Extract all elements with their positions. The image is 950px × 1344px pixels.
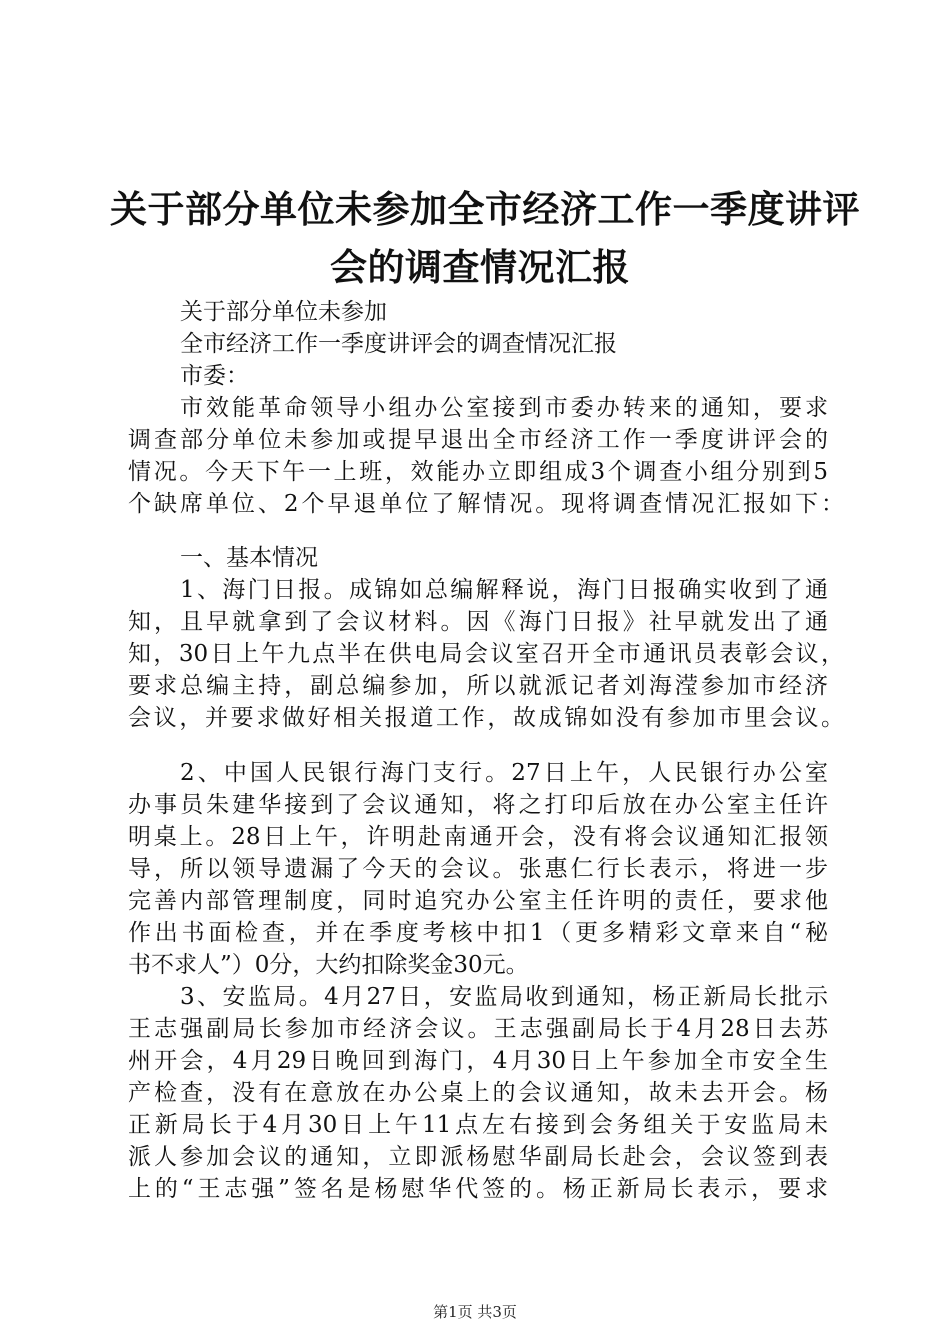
paragraph-line: 要求总编主持，副总编参加，所以就派记者刘海滢参加市经济 [128, 673, 828, 699]
paragraph-line: 派人参加会议的通知，立即派杨慰华副局长赴会，会议签到表 [128, 1144, 828, 1170]
paragraph-line: 知，且早就拿到了会议材料。因《海门日报》社早就发出了通 [128, 609, 828, 635]
paragraph-line: 导，所以领导遗漏了今天的会议。张惠仁行长表示，将进一步 [128, 856, 828, 882]
heading-line-1: 关于部分单位未参加 [180, 299, 387, 325]
paragraph-line: 产检查，没有在意放在办公桌上的会议通知，故未去开会。杨 [128, 1080, 828, 1106]
paragraph-line: 1、海门日报。成锦如总编解释说，海门日报确实收到了通 [180, 577, 828, 603]
paragraph-line: 完善内部管理制度，同时追究办公室主任许明的责任，要求他 [128, 888, 828, 914]
paragraph-line: 办事员朱建华接到了会议通知，将之打印后放在办公室主任许 [128, 792, 828, 818]
paragraph-line: 上的“王志强”签名是杨慰华代签的。杨正新局长表示，要求 [128, 1176, 828, 1202]
paragraph-line: 个缺席单位、2个早退单位了解情况。现将调查情况汇报如下： [128, 491, 844, 517]
paragraph-line: 书不求人”）0分，大约扣除奖金30元。 [128, 952, 529, 978]
paragraph-line: 调查部分单位未参加或提早退出全市经济工作一季度讲评会的 [128, 427, 828, 453]
document-title-line-1: 关于部分单位未参加全市经济工作一季度讲评 [110, 188, 860, 231]
paragraph-line: 2、中国人民银行海门支行。27日上午，人民银行办公室 [180, 760, 828, 786]
paragraph-line: 3、安监局。4月27日，安监局收到通知，杨正新局长批示 [180, 984, 828, 1010]
paragraph-line: 知，30日上午九点半在供电局会议室召开全市通讯员表彰会议， [128, 641, 844, 667]
document-title-line-2: 会的调查情况汇报 [330, 246, 630, 289]
paragraph-line: 明桌上。28日上午，许明赴南通开会，没有将会议通知汇报领 [128, 824, 828, 850]
heading-line-2: 全市经济工作一季度讲评会的调查情况汇报 [180, 331, 617, 357]
paragraph-line: 作出书面检查，并在季度考核中扣1（更多精彩文章来自“秘 [128, 920, 828, 946]
section-heading: 一、基本情况 [180, 545, 318, 571]
paragraph-line: 州开会，4月29日晚回到海门，4月30日上午参加全市安全生 [128, 1048, 828, 1074]
page-footer: 第1页 共3页 [433, 1303, 517, 1321]
paragraph-line: 王志强副局长参加市经济会议。王志强副局长于4月28日去苏 [128, 1016, 828, 1042]
salutation: 市委： [180, 363, 249, 389]
paragraph-line: 正新局长于4月30日上午11点左右接到会务组关于安监局未 [128, 1112, 828, 1138]
paragraph-line: 市效能革命领导小组办公室接到市委办转来的通知，要求 [180, 395, 828, 421]
paragraph-line: 会议，并要求做好相关报道工作，故成锦如没有参加市里会议。 [128, 705, 844, 731]
paragraph-line: 情况。今天下午一上班，效能办立即组成3个调查小组分别到5 [128, 459, 828, 485]
